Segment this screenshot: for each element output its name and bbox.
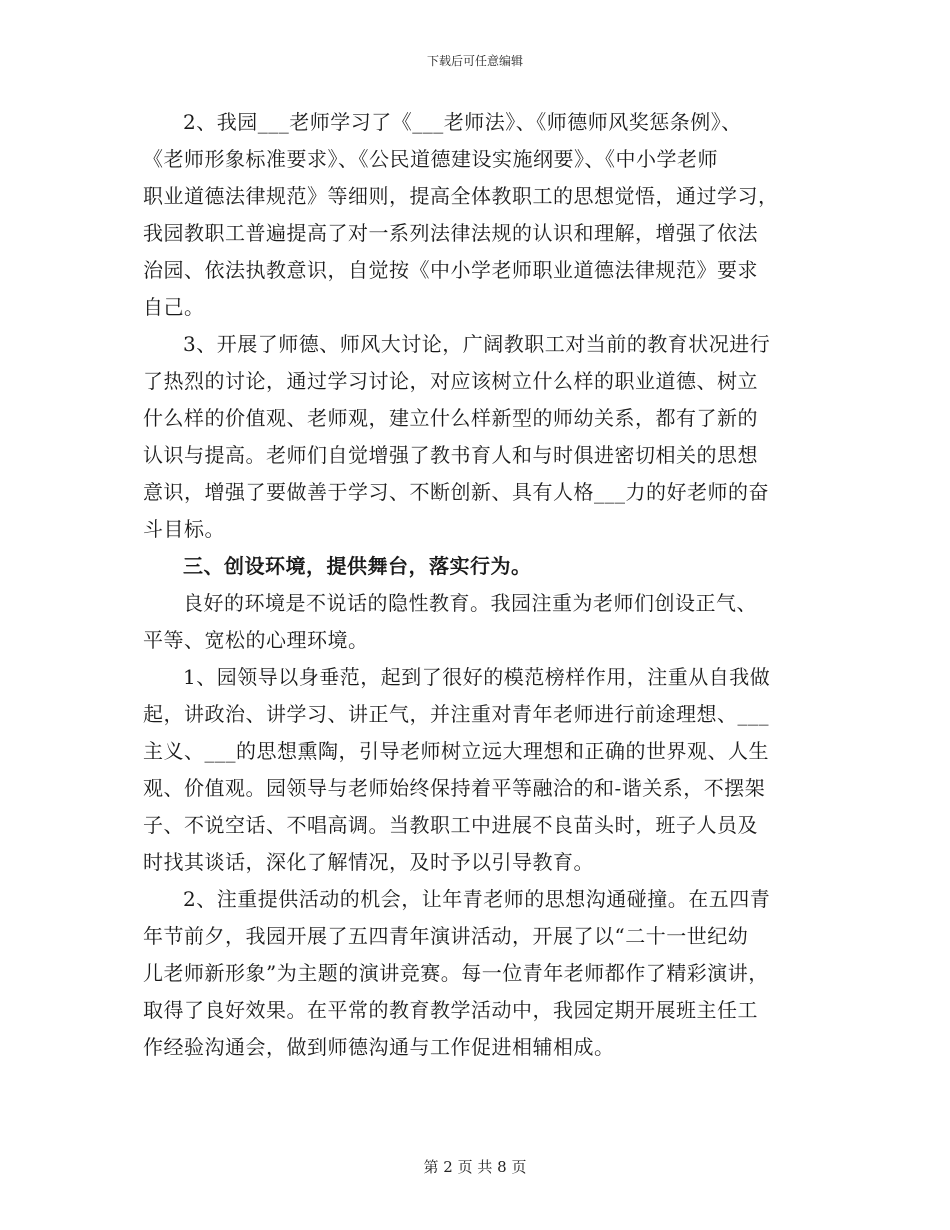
paragraph-line: 意识，增强了要做善于学习、不断创新、具有人格___力的好老师的奋 (143, 480, 769, 504)
paragraph-line: 了热烈的讨论，通过学习讨论，对应该树立什么样的职业道德、树立 (143, 369, 758, 393)
paragraph-line: 斗目标。 (143, 517, 225, 541)
paragraph-line: 子、不说空话、不唱高调。当教职工中进展不良苗头时，班子人员及 (143, 813, 758, 837)
section-heading: 三、创设环境，提供舞台，落实行为。 (183, 554, 532, 578)
paragraph-line: 认识与提高。老师们自觉增强了教书育人和与时俱进密切相关的思想 (143, 443, 758, 467)
paragraph-line: 作经验沟通会，做到师德沟通与工作促进相辅相成。 (143, 1035, 615, 1059)
paragraph-line: 自己。 (143, 295, 205, 319)
paragraph-line: 2、我园___老师学习了《___老师法》、《师德师风奖惩条例》、 (183, 110, 742, 134)
paragraph-line: 什么样的价值观、老师观，建立什么样新型的师幼关系，都有了新的 (143, 406, 758, 430)
paragraph-line: 3、开展了师德、师风大讨论，广阔教职工对当前的教育状况进行 (183, 332, 771, 356)
paragraph-line: 时找其谈话，深化了解情况，及时予以引导教育。 (143, 850, 594, 874)
paragraph-line: 我园教职工普遍提高了对一系列法律法规的认识和理解，增强了依法 (143, 221, 758, 245)
paragraph-line: 主义、___的思想熏陶，引导老师树立远大理想和正确的世界观、人生 (143, 739, 769, 763)
paragraph-line: 观、价值观。园领导与老师始终保持着平等融洽的和-谐关系，不摆架 (143, 776, 766, 800)
paragraph-line: 治园、依法执教意识，自觉按《中小学老师职业道德法律规范》要求 (143, 258, 758, 282)
page-number: 第 2 页 共 8 页 (423, 1158, 527, 1176)
paragraph-line: 1、园领导以身垂范，起到了很好的模范榜样作用，注重从自我做 (183, 665, 771, 689)
paragraph-line: 职业道德法律规范》等细则，提高全体教职工的思想觉悟，通过学习， (143, 184, 779, 208)
paragraph-line: 年节前夕，我园开展了五四青年演讲活动，开展了以“二十一世纪幼 (143, 924, 749, 948)
paragraph-line: 《老师形象标准要求》、《公民道德建设实施纲要》、《中小学老师 (143, 147, 718, 171)
paragraph-line: 平等、宽松的心理环境。 (143, 628, 369, 652)
paragraph-line: 良好的环境是不说话的隐性教育。我园注重为老师们创设正气、 (183, 591, 757, 615)
paragraph-line: 儿老师新形象”为主题的演讲竞赛。每一位青年老师都作了精彩演讲， (143, 961, 769, 985)
paragraph-line: 2、注重提供活动的机会，让年青老师的思想沟通碰撞。在五四青 (183, 887, 771, 911)
page-header: 下载后可任意编辑 (426, 54, 523, 68)
paragraph-line: 起，讲政治、讲学习、讲正气，并注重对青年老师进行前途理想、___ (143, 702, 769, 726)
paragraph-line: 取得了良好效果。在平常的教育教学活动中，我园定期开展班主任工 (143, 998, 758, 1022)
